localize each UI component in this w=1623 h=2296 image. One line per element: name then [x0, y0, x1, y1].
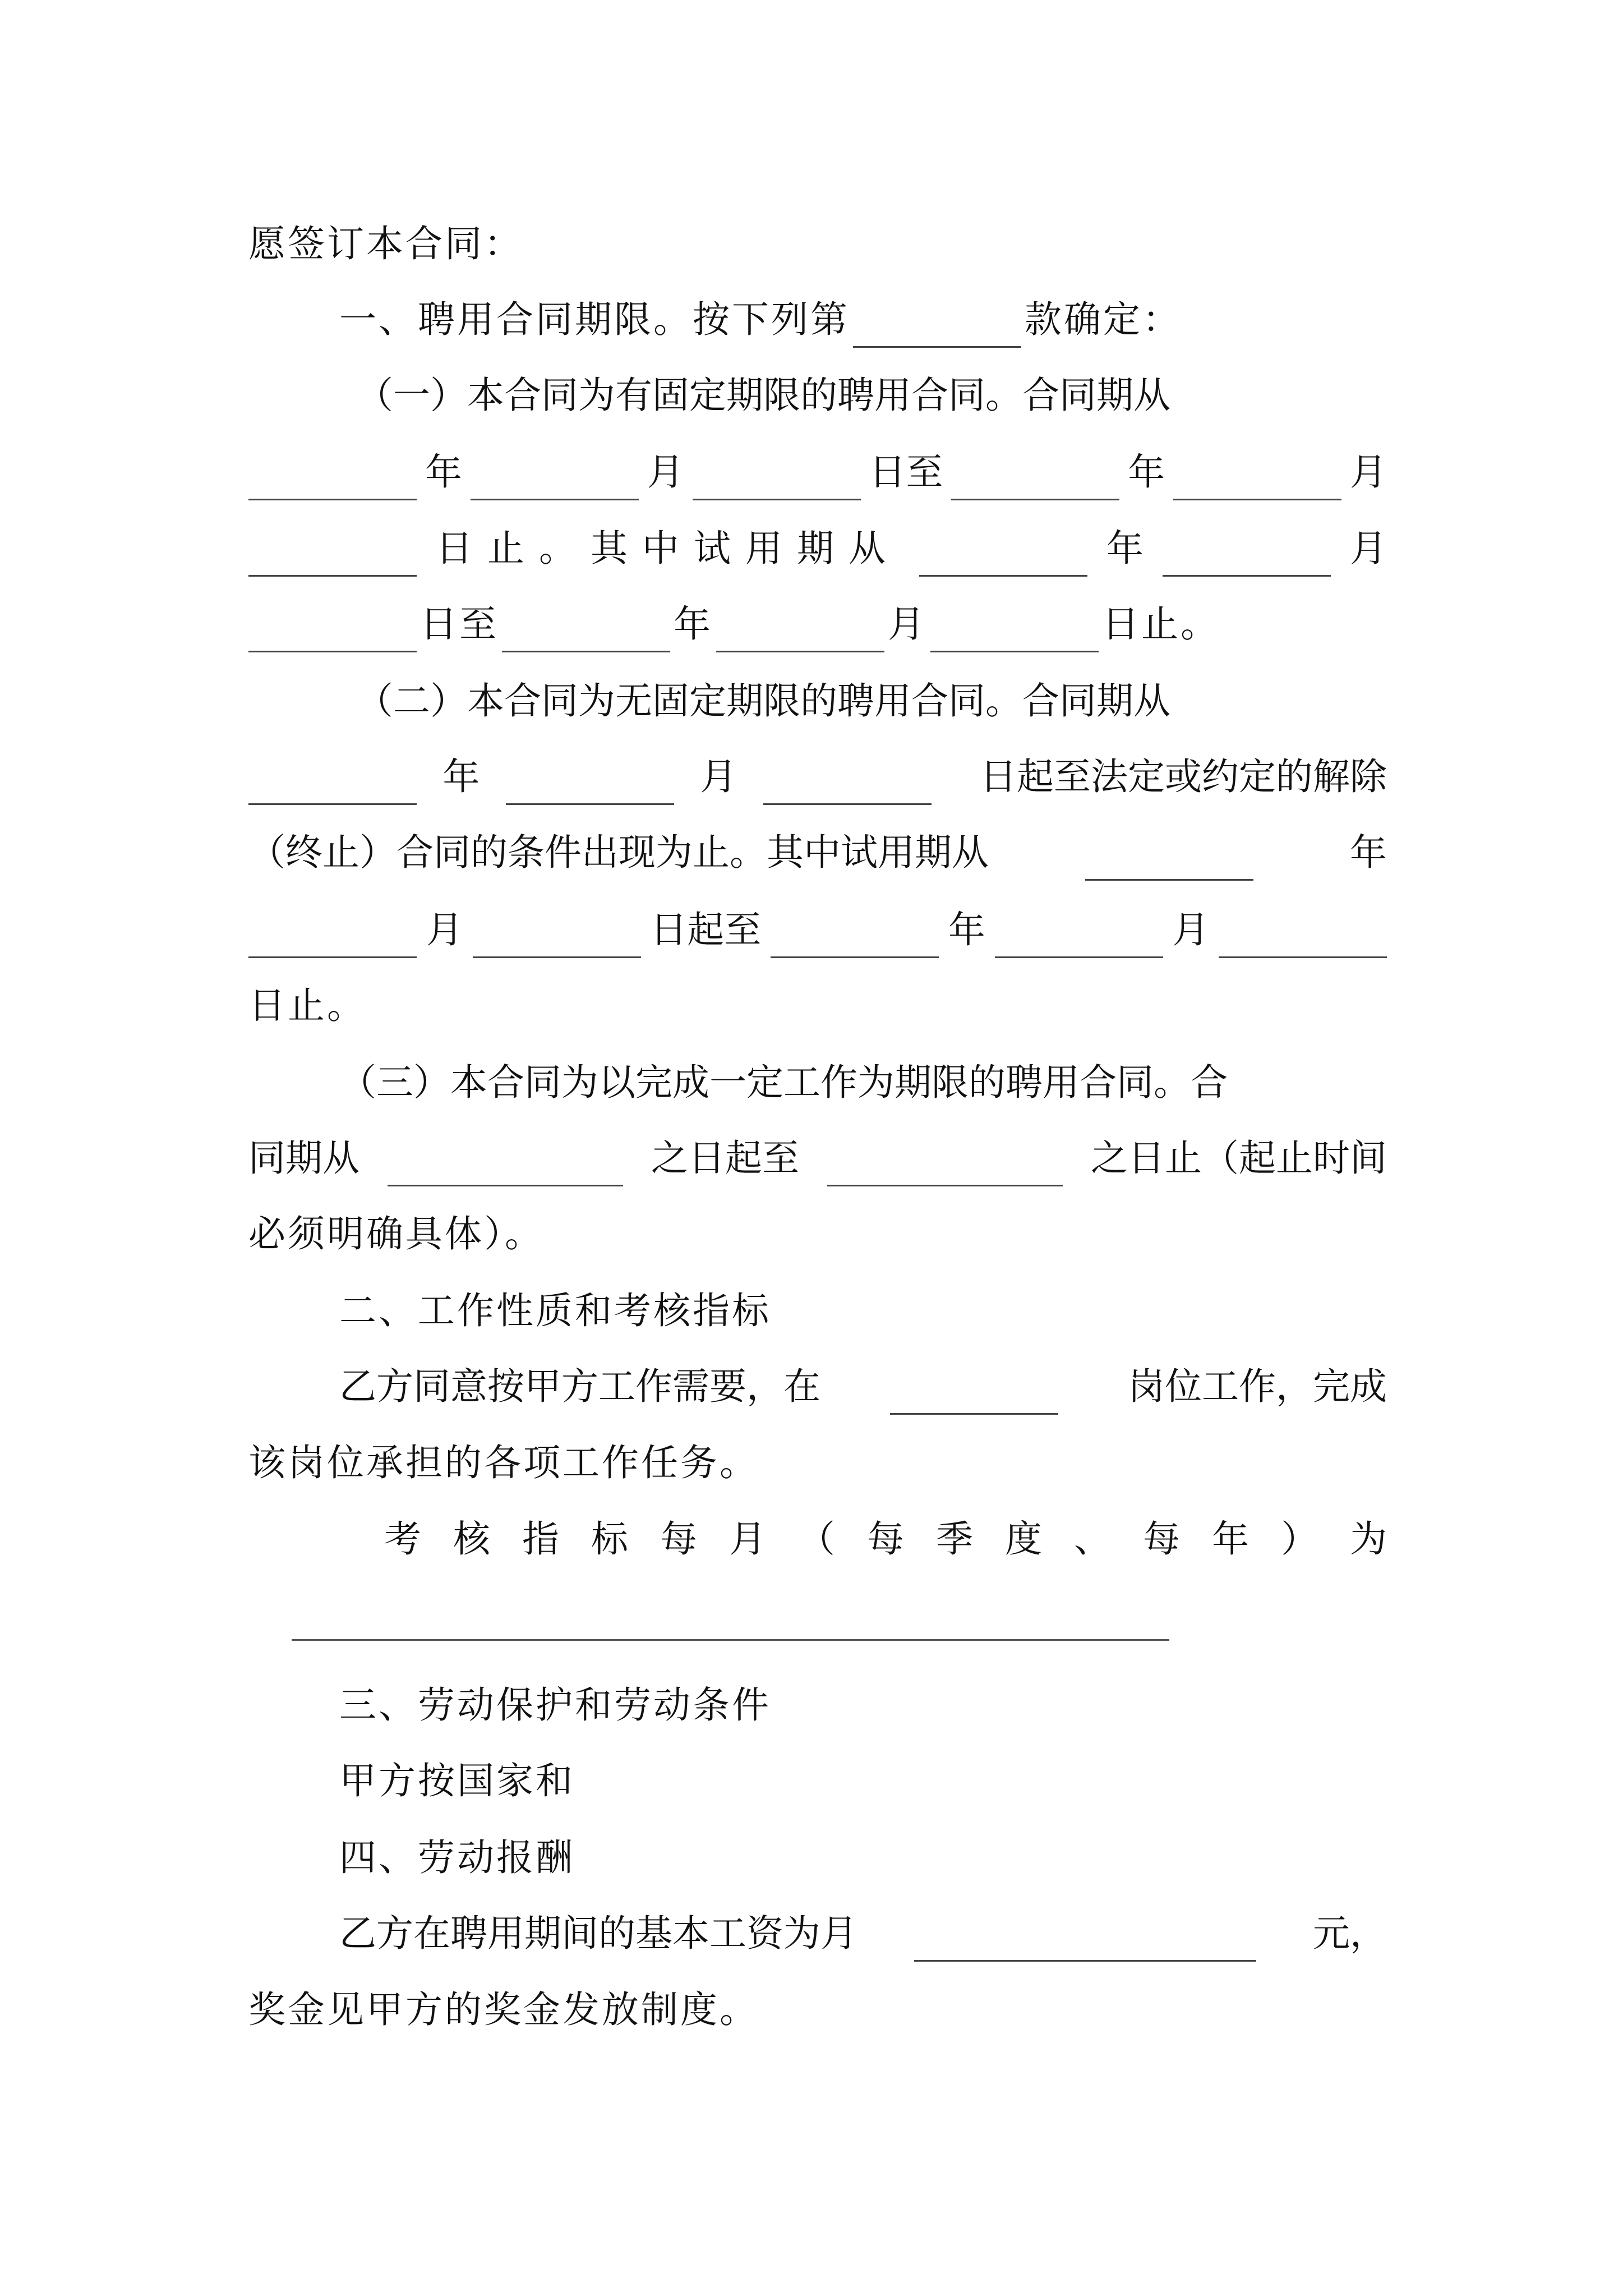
blank-field[interactable]	[1085, 838, 1253, 881]
month-label: 月	[1349, 450, 1387, 494]
salary-unit: 元，	[1313, 1912, 1387, 1955]
blank-field[interactable]	[930, 609, 1099, 652]
clause-1-probation-line	[248, 521, 1387, 577]
blank-field[interactable]	[693, 457, 861, 500]
assessment-char: 每	[867, 1517, 904, 1561]
day-to-label: 日至	[420, 602, 499, 646]
clause-1-dates-line	[248, 444, 1387, 500]
salary-text: 乙方在聘用期间的基本工资为月	[339, 1912, 857, 1955]
text-line	[248, 1982, 1387, 2038]
assessment-char: ）	[1281, 1517, 1318, 1561]
assessment-char: 为	[1350, 1517, 1387, 1561]
day-end-label: 日止。	[248, 984, 366, 1027]
clause-3-note: 必须明确具体）。	[248, 1212, 544, 1255]
month-label: 月	[888, 602, 927, 646]
assessment-char: 每	[1143, 1517, 1180, 1561]
assessment-line	[384, 1511, 1387, 1567]
year-label: 年	[442, 755, 480, 798]
text-line	[248, 978, 1387, 1034]
blank-field[interactable]	[473, 915, 641, 958]
text-line	[248, 1435, 1387, 1491]
blank-field[interactable]	[248, 915, 417, 958]
text-line	[248, 216, 1387, 272]
clause-3-line	[339, 1055, 1387, 1111]
blank-field[interactable]	[248, 457, 417, 500]
clause-2-date-text: 日起至法定或约定的解除	[979, 755, 1387, 798]
blank-field[interactable]	[248, 609, 417, 652]
year-label: 年	[674, 602, 713, 646]
year-label: 年	[948, 908, 985, 951]
blank-field[interactable]	[506, 762, 674, 805]
blank-field[interactable]	[502, 609, 670, 652]
text-line	[248, 1206, 1387, 1262]
blank-field[interactable]	[248, 533, 417, 577]
clause-1-text: （一）本合同为有固定期限的聘用合同。合同期从	[356, 374, 1170, 417]
assessment-char: 度	[1005, 1517, 1042, 1561]
blank-field[interactable]	[1173, 457, 1341, 500]
blank-field[interactable]	[1219, 915, 1387, 958]
clause-2-probation-line	[248, 825, 1387, 881]
blank-field[interactable]	[853, 305, 1021, 348]
section-2-task-text: 该岗位承担的各项工作任务。	[248, 1441, 759, 1484]
blank-field[interactable]	[827, 1143, 1063, 1186]
bonus-text: 奖金见甲方的奖金发放制度。	[248, 1988, 759, 2031]
day-to-label: 日至	[869, 450, 943, 494]
blank-field[interactable]	[951, 457, 1119, 500]
assessment-char: 考	[384, 1517, 421, 1561]
clause-2-probation-text: （终止）合同的条件出现为止。其中试用期从	[248, 831, 989, 874]
assessment-blank-field[interactable]	[292, 1639, 1169, 1641]
clause-3-end-text: 之日止（起止时间	[1091, 1137, 1387, 1180]
year-label: 年	[1128, 450, 1165, 494]
assessment-char: 年	[1212, 1517, 1249, 1561]
clause-1-probation-dates	[248, 596, 1387, 652]
section-2-body-line	[339, 1359, 1387, 1415]
assessment-char: （	[798, 1517, 835, 1561]
probation-text: 日止。其中试用期从	[436, 527, 900, 570]
assessment-char: 每	[660, 1517, 697, 1561]
salary-line	[339, 1906, 1387, 1962]
assessment-char: 、	[1074, 1517, 1111, 1561]
year-label: 年	[1106, 527, 1144, 570]
section-2-body-tail: 岗位工作，完成	[1128, 1365, 1387, 1408]
intro-text: 愿签订本合同：	[248, 222, 523, 265]
blank-field[interactable]	[763, 762, 932, 805]
clause-1-line	[356, 367, 1387, 424]
month-label: 月	[647, 450, 684, 494]
section-4-heading-text: 四、劳动报酬	[339, 1836, 575, 1879]
blank-field[interactable]	[995, 915, 1163, 958]
blank-field[interactable]	[890, 1372, 1058, 1415]
day-from-to-label: 日起至	[650, 908, 762, 951]
month-label: 月	[1172, 908, 1210, 951]
day-end-label: 日止。	[1102, 602, 1220, 646]
clause-3-to-label: 之日起至	[651, 1137, 799, 1180]
section-4-heading	[339, 1830, 1387, 1886]
blank-field[interactable]	[388, 1143, 623, 1186]
month-label: 月	[700, 755, 737, 798]
clause-2-probation-dates	[248, 902, 1387, 958]
section-1-heading	[339, 292, 1387, 348]
assessment-char: 月	[729, 1517, 766, 1561]
section-1-heading-text: 一、聘用合同期限。按下列第	[339, 298, 850, 341]
section-2-body-text: 乙方同意按甲方工作需要，在	[339, 1365, 820, 1408]
section-1-heading-tail: 款确定：	[1025, 298, 1182, 341]
section-3-heading	[339, 1677, 1387, 1733]
blank-field[interactable]	[1163, 533, 1331, 577]
text-line	[339, 1753, 1387, 1809]
salary-blank-field[interactable]	[914, 1918, 1256, 1962]
blank-field[interactable]	[471, 457, 639, 500]
section-2-heading-text: 二、工作性质和考核指标	[339, 1289, 771, 1332]
assessment-char: 指	[522, 1517, 559, 1561]
assessment-char: 标	[591, 1517, 628, 1561]
clause-3-text: （三）本合同为以完成一定工作为期限的聘用合同。合	[339, 1061, 1228, 1104]
assessment-char: 核	[453, 1517, 490, 1561]
clause-3-from-label: 同期从	[248, 1137, 359, 1180]
section-3-heading-text: 三、劳动保护和劳动条件	[339, 1683, 771, 1727]
blank-field[interactable]	[716, 609, 884, 652]
clause-3-dates-line	[248, 1130, 1387, 1186]
blank-field[interactable]	[248, 762, 417, 805]
blank-field[interactable]	[771, 915, 939, 958]
year-label: 年	[1350, 831, 1387, 874]
section-3-body-text: 甲方按国家和	[339, 1759, 575, 1802]
section-2-heading	[339, 1283, 1387, 1339]
assessment-char: 季	[936, 1517, 973, 1561]
blank-field[interactable]	[919, 533, 1087, 577]
clause-2-dates-line	[248, 749, 1387, 805]
clause-2-line	[356, 673, 1387, 729]
year-label: 年	[425, 450, 462, 494]
clause-2-text: （二）本合同为无固定期限的聘用合同。合同期从	[356, 679, 1170, 723]
month-label: 月	[1350, 527, 1387, 570]
month-label: 月	[426, 908, 463, 951]
